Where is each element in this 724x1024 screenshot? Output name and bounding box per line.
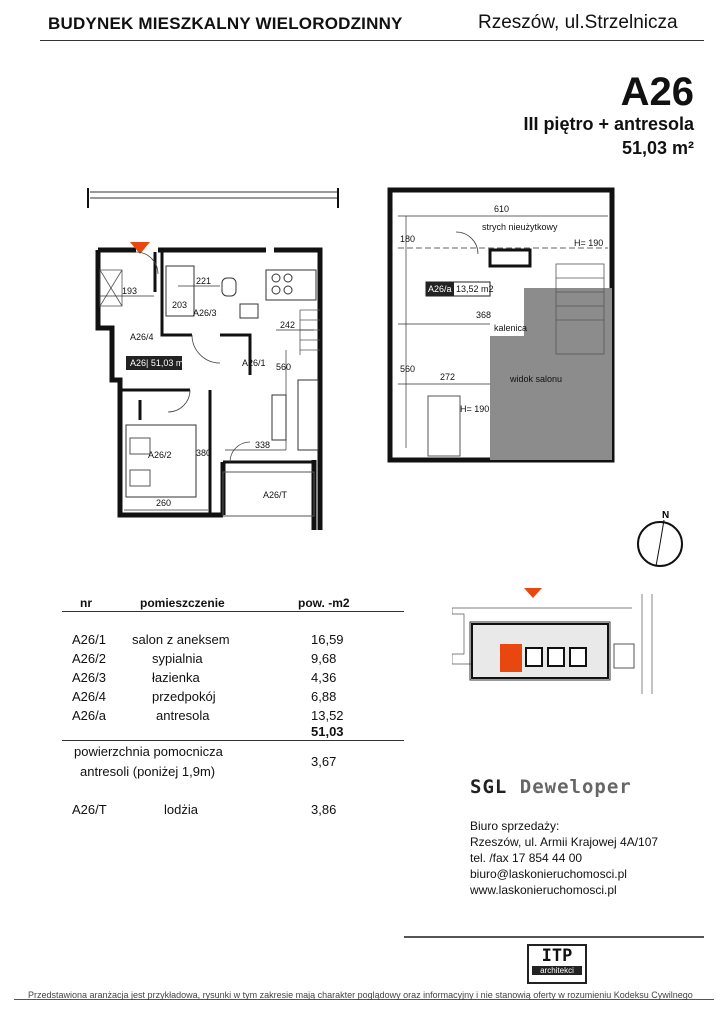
unit-area: 51,03 m² [621,138,694,158]
table-header-area: pow. -m2 [298,596,350,610]
table-row-nr: A26/4 [72,689,106,704]
table-header-rule [62,611,404,612]
aux-area-label-2: antresoli (poniżej 1,9m) [80,764,216,779]
key-plan-arrow [524,588,542,598]
table-row-nr: A26/1 [72,632,106,647]
dim-368: 368 [476,310,492,320]
dim-193: 193 [122,286,138,296]
table-row-area: 4,36 [311,670,337,685]
loggia-area: 3,86 [311,802,337,817]
aux-area-value: 3,67 [311,754,337,769]
attic-label: strych nieużytkowy [482,222,558,232]
height-190b: H= 190 [460,404,490,414]
table-row-nr: A26/3 [72,670,106,685]
floor-plan [80,180,350,540]
loggia-room: lodżia [164,802,198,817]
disclaimer: Przedstawiona aranżacja jest przykładowa, rysunki w tym zakresie mają charakter poglądowy oraz informacyjny i nie stanowią oferty w rozumieniu Kodeksu Cywilnego [28,990,693,1000]
area-badge: A26| 51,03 m2 [130,358,189,368]
table-row-nr: A26/2 [72,651,106,666]
office-label: Biuro sprzedaży: [470,819,560,833]
mezzanine-plan [386,186,626,466]
developer-logo: SGL Deweloper [470,776,632,798]
aux-area-label-1: powierzchnia pomocnicza [74,744,223,759]
ridge-label: kalenica [494,323,528,333]
table-header-room: pomieszczenie [140,596,225,610]
office-email[interactable]: biuro@laskonieruchomosci.pl [470,867,627,881]
table-row-nr: A26/a [72,708,106,723]
height-190a: H= 190 [574,238,604,248]
table-total-rule [62,740,404,741]
table-row-area: 9,68 [311,651,337,666]
contact-block [470,818,658,898]
table-row-room: antresola [156,708,210,723]
table-header-nr: nr [80,596,92,610]
contact-divider [404,936,704,938]
dim-610: 610 [494,204,510,214]
dim-560: 560 [276,362,292,372]
table-row-room: przedpokój [152,689,216,704]
loggia-nr: A26/T [72,802,107,817]
mezz-badge-code: A26/a [428,284,452,294]
table-row-area: 13,52 [311,708,344,723]
compass-label: N [662,510,670,521]
site-key-plan [452,584,664,694]
room-label-a26-2: A26/2 [148,450,172,460]
table-total: 51,03 [311,724,344,739]
dim-272: 272 [440,372,456,382]
table-row-room: salon z aneksem [132,632,230,647]
table-row-area: 6,88 [311,689,337,704]
unit-code: A26 [620,70,694,114]
dim-203: 203 [172,300,188,310]
table-row-room: sypialnia [152,651,203,666]
room-label-a26-3: A26/3 [193,308,217,318]
header-divider [40,40,704,41]
location: Rzeszów, ul.Strzelnicza [478,12,678,33]
room-label-a26-t: A26/T [263,490,288,500]
view-label: widok salonu [510,374,563,384]
office-website[interactable]: www.laskonieruchomosci.pl [470,883,617,897]
dim-560m: 560 [400,364,416,374]
office-phone: tel. /fax 17 854 44 00 [470,851,583,865]
dim-221: 221 [196,276,212,286]
building-title: BUDYNEK MIESZKALNY WIELORODZINNY [48,14,403,33]
mezz-badge-area: 13,52 m2 [456,284,494,294]
architect-logo: ITP architekci [527,944,587,984]
dim-260: 260 [156,498,172,508]
table-row-area: 16,59 [311,632,344,647]
office-address: Rzeszów, ul. Armii Krajowej 4A/107 [470,835,659,849]
compass [634,508,690,572]
dim-180: 180 [400,234,416,244]
table-row-room: łazienka [152,670,200,685]
dim-242: 242 [280,320,296,330]
dim-380: 380 [196,448,212,458]
room-label-a26-4: A26/4 [130,332,154,342]
dim-338: 338 [255,440,271,450]
unit-floor: III piętro + antresola [523,114,694,134]
room-label-a26-1: A26/1 [242,358,266,368]
